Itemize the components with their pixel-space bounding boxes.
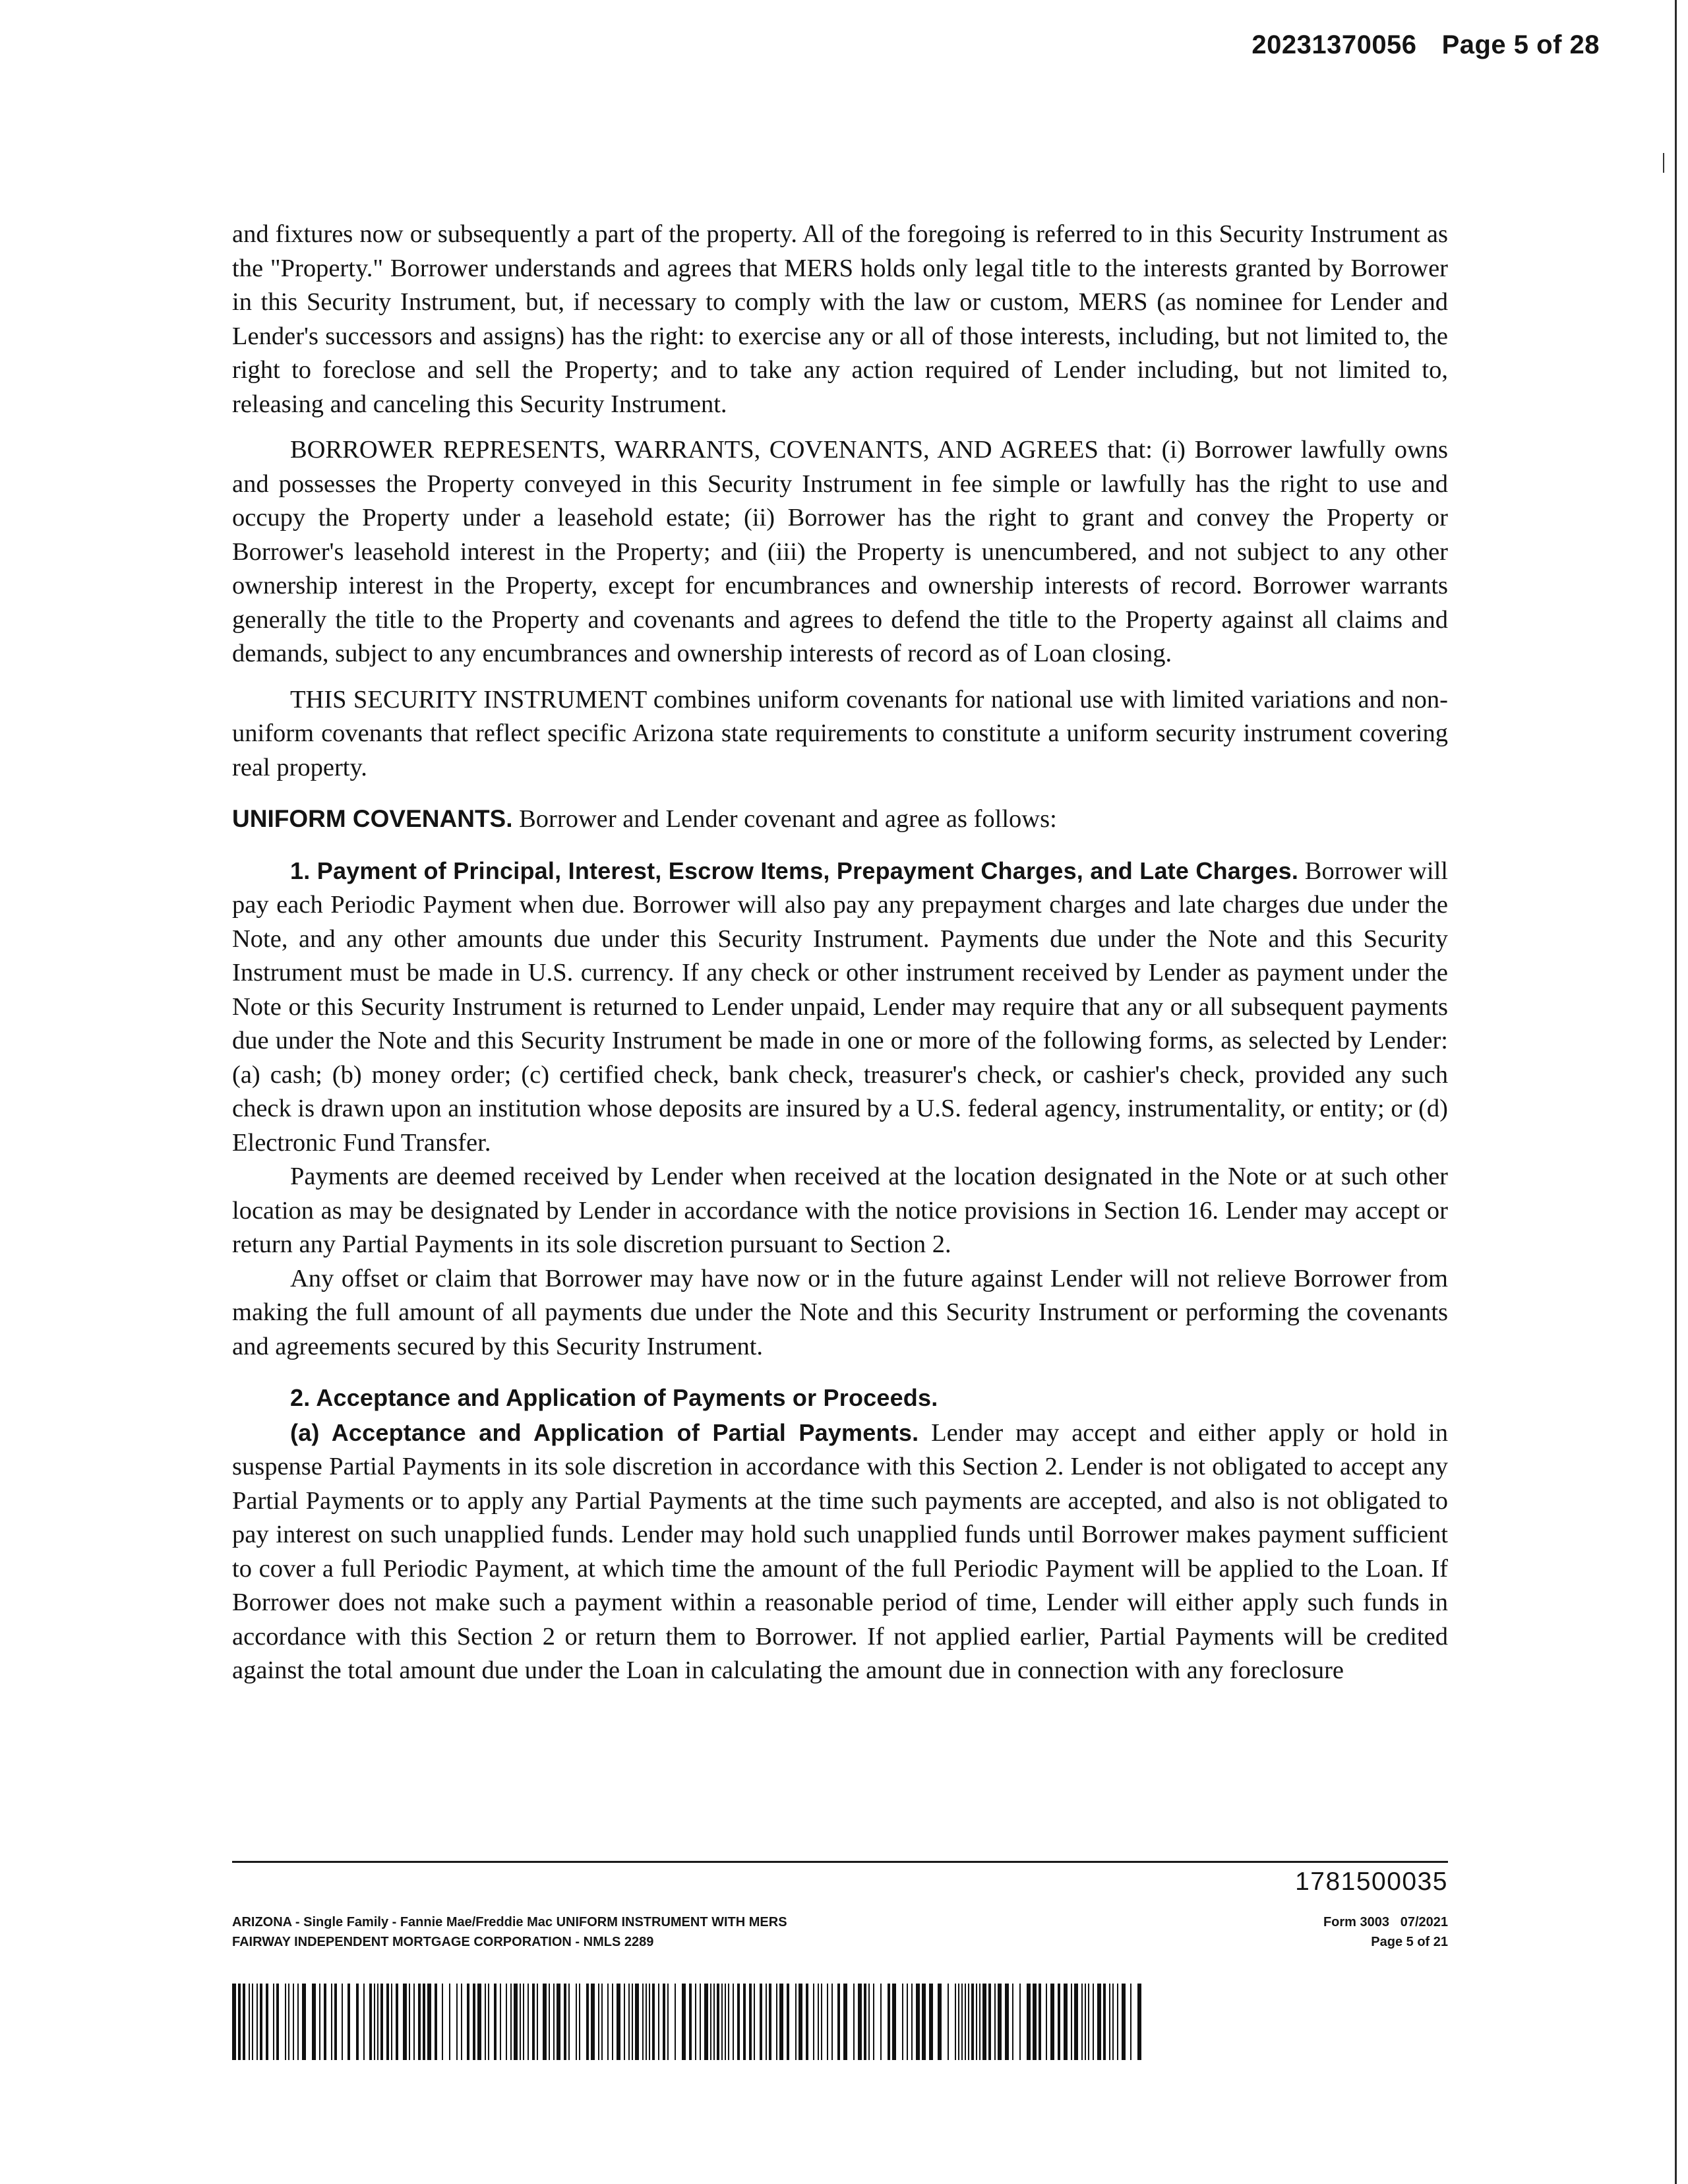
uniform-covenants-text: Borrower and Lender covenant and agree as follows: xyxy=(512,805,1057,833)
footer-form-description xyxy=(232,1912,787,1952)
paragraph-property-definition: and fixtures now or subsequently a part of the property. All of the foregoing is referred to in this Security Instrument as the "Property." Borrower understands and agrees that MERS holds only legal title to the interests granted by Borrower in this Security Instrument, but, if necessary to comply with the law or custom, MERS (as nominee for Lender and Lender's successors and assigns) has the right: to exercise any or all of those interests, including, but not limited to, the right to foreclose and sell the Property; and to take any action required of Lender including, but not limited to, releasing and canceling this Security Instrument. xyxy=(232,220,1448,418)
section-2a-text: Lender may accept and either apply or hold in suspense Partial Payments in its sole discretion in accordance with this Section 2. Lender is not obligated to accept any Partial Payments or to apply any Partial Payments at the time such payments are accepted, and also is not obligated to pay interest on such unapplied funds. Lender may hold such unapplied funds until Borrower makes payment sufficient to cover a full Periodic Payment, at which time the amount of the full Periodic Payment will be applied to the Loan. If Borrower does not make such a payment within a reasonable period of time, Lender will either apply such funds in accordance with this Section 2 or return them to Borrower. If not applied earlier, Partial Payments will be credited against the total amount due under the Loan in calculating the amount due in connection with any foreclosure xyxy=(232,1418,1448,1684)
scan-edge-line xyxy=(1675,0,1677,2184)
section-2a-heading: (a) Acceptance and Application of Partial Payments. xyxy=(290,1418,919,1446)
paragraph-borrower-represents: BORROWER REPRESENTS, WARRANTS, COVENANTS, AND AGREES that: (i) Borrower lawfully owns and possesses the Property conveyed in this Security Instrument in fee simple or lawfully has the right to use and occupy the Property under a leasehold estate; (ii) Borrower has the right to grant and convey the Property or Borrower's leasehold interest in the Property; and (iii) the Property is unencumbered, and not subject to any other ownership interest in the Property, except for encumbrances and ownership interests of record. Borrower warrants generally the title to the Property and covenants and agrees to defend the title to the Property against all claims and demands, subject to any encumbrances and ownership interests of record as of Loan closing. xyxy=(232,436,1448,667)
section-2-heading-line xyxy=(232,1381,1448,1416)
footer-lender-name: FAIRWAY INDEPENDENT MORTGAGE CORPORATION - NMLS 2289 xyxy=(232,1935,654,1949)
scan-edge-mark xyxy=(1663,153,1671,173)
section-1-payments-received: Payments are deemed received by Lender when received at the location designated in the Note or at such other location as may be designated by Lender in accordance with the notice provisions in Section 16. Lender may accept or return any Partial Payments in its sole discretion pursuant to Section 2. xyxy=(232,1163,1448,1258)
recording-page-label: Page 5 of 28 xyxy=(1441,30,1600,59)
footer-form-line xyxy=(1323,1912,1448,1932)
document-body xyxy=(232,218,1448,1688)
section-1-text: Borrower will pay each Periodic Payment when due. Borrower will also pay any prepayment charges and late charges due under the Note, and any other amounts due under this Security Instrument. Payments due under the Note and this Security Instrument must be made in U.S. currency. If any check or other instrument received by Lender as payment under the Note or this Security Instrument is returned to Lender unpaid, Lender may require that any or all subsequent payments due under the Note and this Security Instrument be made in one or more of the following forms, as selected by Lender: (a) cash; (b) money order; (c) certified check, bank check, treasurer's check, or cashier's check, provided any such check is drawn upon an institution whose deposits are insured by a U.S. federal agency, instrumentality, or entity; or (d) Electronic Fund Transfer. xyxy=(232,857,1448,1157)
form-page-number: Page 5 of 21 xyxy=(1371,1935,1448,1949)
section-1-heading: 1. Payment of Principal, Interest, Escrow Items, Prepayment Charges, and Late Charges. xyxy=(290,857,1299,884)
footer-instrument-title: ARIZONA - Single Family - Fannie Mae/Freddie Mac UNIFORM INSTRUMENT WITH MERS xyxy=(232,1915,787,1929)
section-2-heading: 2. Acceptance and Application of Payments or Proceeds. xyxy=(290,1384,938,1411)
footer-form-info xyxy=(1323,1912,1448,1952)
loan-number: 1781500035 xyxy=(1295,1867,1448,1896)
uniform-covenants-line xyxy=(232,802,1448,837)
recording-header xyxy=(1251,30,1600,60)
form-date: 07/2021 xyxy=(1400,1915,1448,1929)
form-number: Form 3003 xyxy=(1323,1915,1390,1929)
barcode xyxy=(232,1984,1142,2060)
recording-number: 20231370056 xyxy=(1251,30,1417,59)
section-1-paragraph xyxy=(232,854,1448,1161)
paragraph-security-instrument-combines: THIS SECURITY INSTRUMENT combines uniform covenants for national use with limited variations and non-uniform covenants that reflect specific Arizona state requirements to constitute a uniform security instrument covering real property. xyxy=(232,685,1448,781)
section-1-offset-claim: Any offset or claim that Borrower may have now or in the future against Lender will not relieve Borrower from making the full amount of all payments due under the Note and this Security Instrument or performing the covenants and agreements secured by this Security Instrument. xyxy=(232,1264,1448,1360)
uniform-covenants-heading: UNIFORM COVENANTS. xyxy=(232,805,513,832)
section-2a-paragraph xyxy=(232,1416,1448,1688)
footer-divider xyxy=(232,1861,1448,1863)
